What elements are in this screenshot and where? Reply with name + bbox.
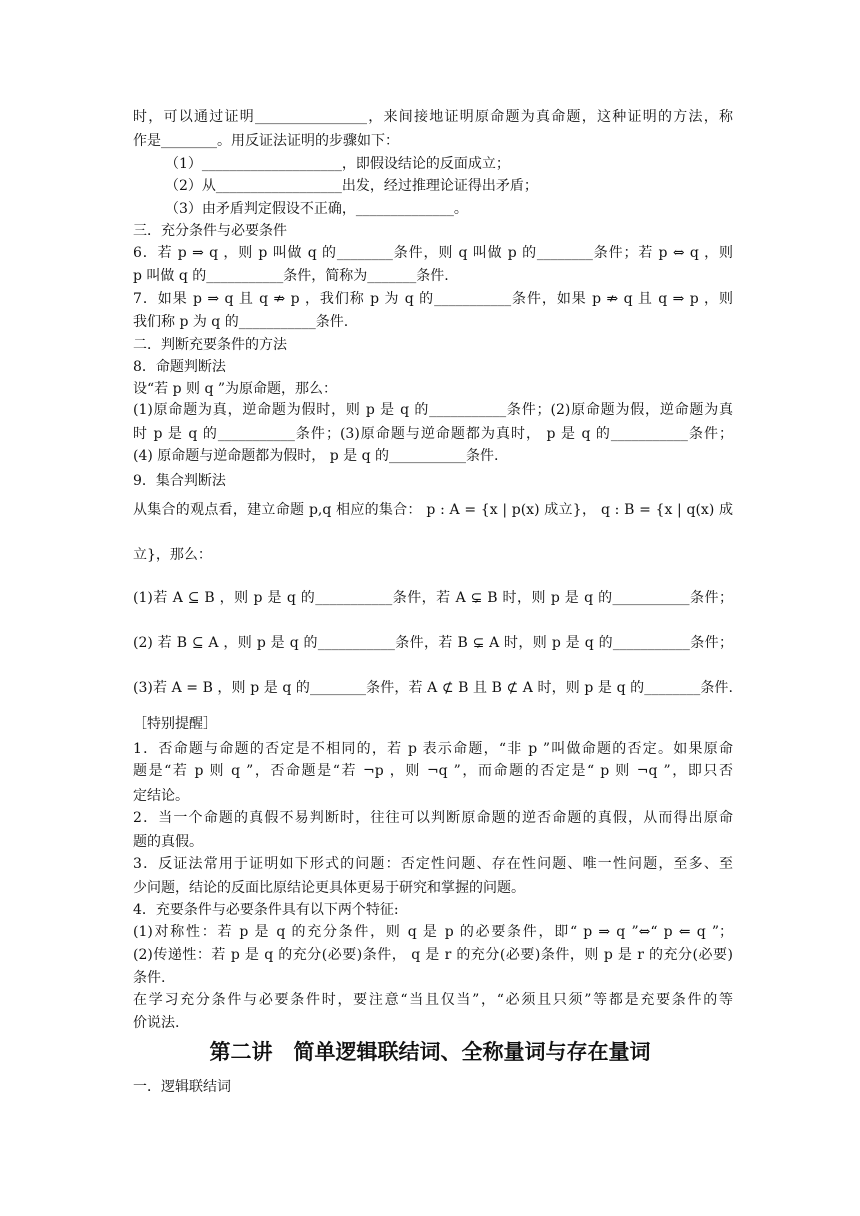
text-line: 时，可以通过证明________________，来间接地证明原命题为真命题，这种证明的方法，称 [133, 109, 733, 125]
text-line: (2)传递性：若 p 是 q 的充分(必要)条件， q 是 r 的充分(必要)条件，则 p 是 r 的充分(必要) [133, 947, 733, 963]
text-line: (1)对称性：若 p 是 q 的充分条件，则 q 是 p 的必要条件，即“ p ⇒ q ”⇔“ p ⇐ q ”； [133, 924, 733, 940]
text-line: 题的真假。 [133, 834, 203, 850]
text-line: 1．否命题与命题的否定是不相同的，若 p 表示命题，“非 p ”叫做命题的否定。如果原命 [133, 741, 733, 757]
text-line: 6．若 p ⇒ q ，则 p 叫做 q 的________条件，则 q 叫做 p 的________条件；若 p ⇔ q ，则 [133, 245, 733, 261]
text-line: 立}，那么： [133, 547, 212, 563]
text-line: 价说法. [133, 1015, 180, 1031]
text-line: 少问题，结论的反面比原结论更具体更易于研究和掌握的问题。 [133, 880, 525, 896]
text-line: 三．充分条件与必要条件 [133, 223, 287, 239]
text-line: ［特别提醒］ [133, 716, 217, 732]
text-line: (4) 原命题与逆命题都为假时， p 是 q 的___________条件. [133, 448, 499, 464]
text-line: 4．充要条件与必要条件具有以下两个特征: [133, 902, 399, 918]
text-line: 时 p 是 q 的___________条件；(3)原命题与逆命题都为真时， p 是 q 的___________条件； [133, 426, 733, 442]
text-line: (1)原命题为真，逆命题为假时，则 p 是 q 的___________条件；(2)原命题为假，逆命题为真 [133, 402, 733, 418]
text-line: 题是“若 p 则 q ”，否命题是“若 ¬p ，则 ¬q ”，而命题的否定是“ p 则 ¬q ”，即只否 [133, 763, 733, 779]
text-line: (3)若 A = B ，则 p 是 q 的________条件，若 A ⊄ B 且 B ⊄ A 时，则 p 是 q 的________条件. [133, 680, 733, 696]
text-line: （3）由矛盾判定假设不正确，______________。 [165, 201, 468, 217]
text-line: （1）____________________，即假设结论的反面成立； [165, 156, 510, 172]
text-line: p 叫做 q 的___________条件，简称为_______条件. [133, 268, 449, 284]
text-line: 3．反证法常用于证明如下形式的问题：否定性问题、存在性问题、唯一性问题，至多、至 [133, 856, 733, 872]
text-line: 从集合的观点看，建立命题 p,q 相应的集合： p : A = {x | p(x) 成立}， q : B = {x | q(x) 成 [133, 502, 733, 518]
text-line: 9．集合判断法 [133, 473, 226, 489]
text-line: (2) 若 B ⊆ A ，则 p 是 q 的___________条件，若 B ⊊ A 时，则 p 是 q 的___________条件； [133, 635, 733, 651]
subsection-title: 一．逻辑联结词 [133, 1079, 231, 1095]
text-line: （2）从__________________出发，经过推理论证得出矛盾； [165, 178, 538, 194]
text-line: 2．当一个命题的真假不易判断时，往往可以判断原命题的逆否命题的真假，从而得出原命 [133, 810, 733, 826]
text-line: 二．判断充要条件的方法 [133, 337, 287, 353]
text-line: 作是________。用反证法证明的步骤如下： [133, 133, 399, 149]
text-line: 7．如果 p ⇒ q 且 q ⇏ p ，我们称 p 为 q 的___________条件，如果 p ⇏ q 且 q ⇒ p ，则 [133, 291, 733, 307]
section-heading: 第二讲 简单逻辑联结词、全称量词与存在量词 [209, 1040, 651, 1064]
text-line: 在学习充分条件与必要条件时，要注意“当且仅当”，“必须且只须”等都是充要条件的等 [133, 992, 733, 1008]
text-line: 我们称 p 为 q 的___________条件. [133, 314, 349, 330]
text-line: 8．命题判断法 [133, 359, 226, 375]
text-line: (1)若 A ⊆ B ，则 p 是 q 的___________条件，若 A ⊊ B 时，则 p 是 q 的___________条件； [133, 590, 733, 606]
text-line: 定结论。 [133, 788, 189, 804]
text-line: 条件. [133, 970, 166, 986]
text-line: 设“若 p 则 q ”为原命题，那么： [133, 381, 338, 397]
